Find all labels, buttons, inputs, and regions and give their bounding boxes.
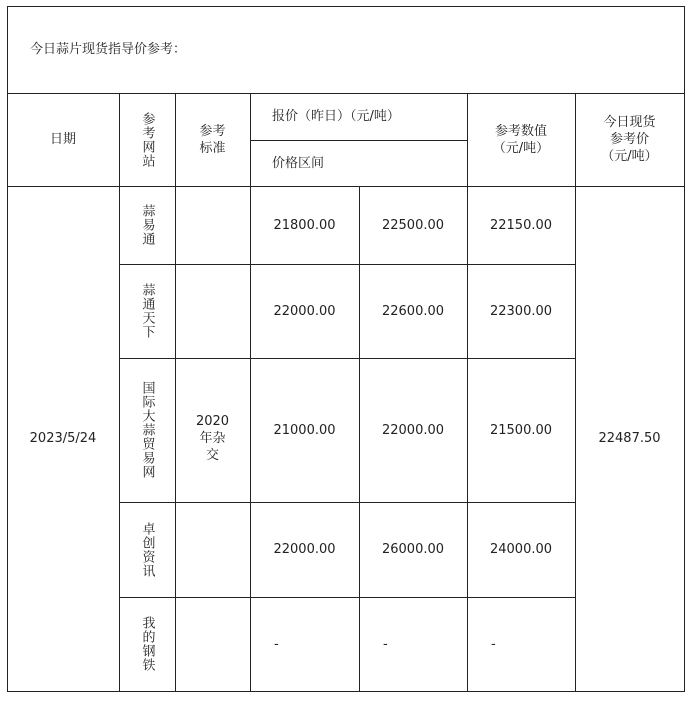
price-low-cell: - [274, 636, 279, 652]
site-cell: 蒜通天下 [139, 283, 155, 339]
site-cell: 国际大蒜贸易网 [139, 381, 155, 479]
ref-value-cell: 24000.00 [489, 542, 553, 557]
ref-value-cell: - [491, 636, 496, 652]
price-high-cell: 22500.00 [381, 217, 445, 233]
standard-text: 2020年杂交 [195, 414, 230, 463]
site-cell: 我的钢铁 [139, 616, 155, 672]
header-quote: 报价（昨日）（元/吨） [272, 109, 400, 124]
page-title: 今日蒜片现货指导价参考： [30, 42, 187, 57]
price-low-cell: 21000.00 [273, 422, 336, 438]
header-site: 参考网站 [139, 111, 155, 168]
header-standard-text: 参考标准 [199, 123, 226, 156]
ref-value-cell: 22150.00 [489, 217, 553, 233]
price-low-cell: 22000.00 [273, 542, 336, 557]
price-low-cell: 21800.00 [273, 217, 336, 233]
ref-value-cell: 21500.00 [489, 422, 553, 438]
price-high-cell: 22000.00 [381, 422, 445, 438]
header-date: 日期 [49, 132, 76, 147]
price-high-cell: 22600.00 [381, 303, 445, 319]
date-cell: 2023/5/24 [29, 431, 97, 446]
price-high-cell: 26000.00 [381, 542, 445, 557]
site-cell: 卓创资讯 [139, 521, 155, 578]
today-price-cell: 22487.50 [598, 431, 661, 446]
standard-cell [175, 186, 250, 691]
ref-value-cell: 22300.00 [489, 303, 553, 319]
price-high-cell: - [383, 636, 388, 652]
header-standard [175, 93, 250, 186]
site-cell: 蒜易通 [139, 204, 155, 246]
header-today-price: 今日现货 参考价 （元/吨） [601, 115, 658, 164]
price-low-cell: 22000.00 [273, 303, 336, 319]
header-ref-value: 参考数值 （元/吨） [492, 123, 550, 156]
header-range: 价格区间 [272, 155, 325, 171]
